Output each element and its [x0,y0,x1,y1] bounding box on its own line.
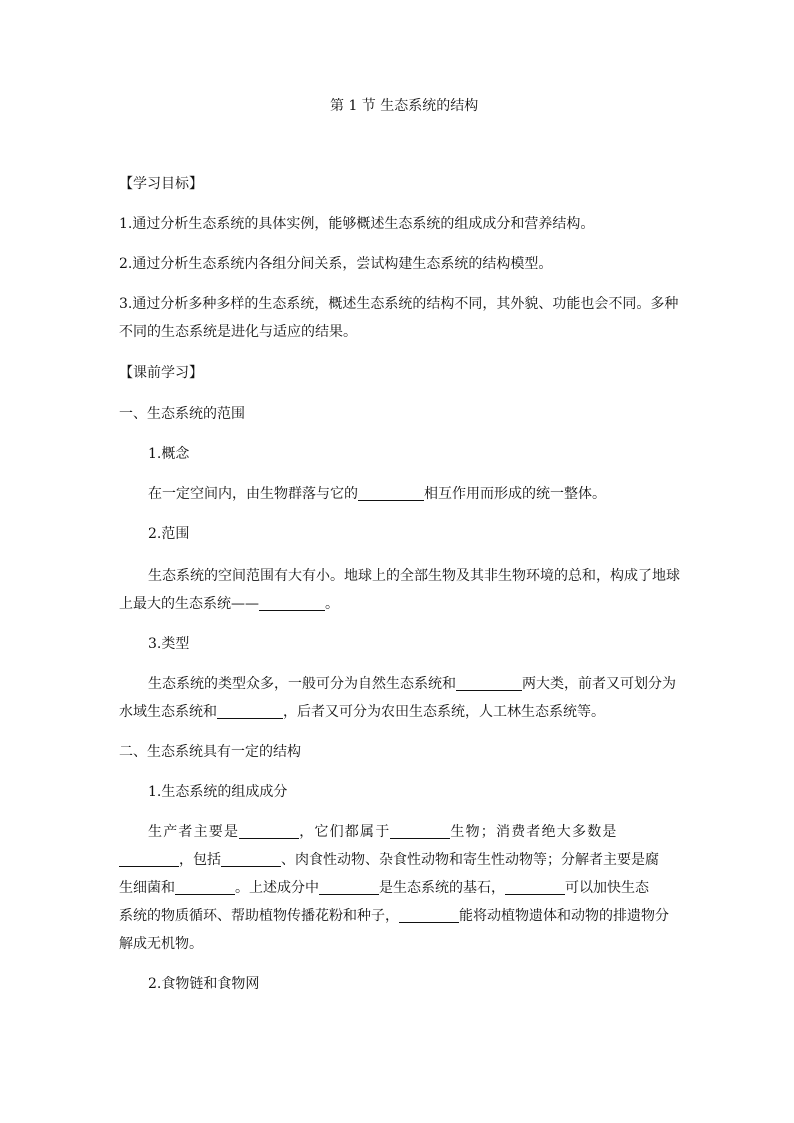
pre-heading: 【课前学习】 [119,365,203,381]
text: 生物；消费者绝大多数是 [450,824,618,840]
fill-blank[interactable] [390,824,450,839]
fill-blank[interactable] [358,486,424,501]
text: 是生态系统的基石， [379,880,505,896]
text: 上最大的生态系统—— [119,596,259,612]
fill-blank[interactable] [319,880,379,895]
fill-blank[interactable] [221,852,281,867]
concept-label: 1.概念 [148,446,190,462]
comp-label: 1.生态系统的组成成分 [148,784,288,800]
text: 水域生态系统和 [119,704,217,720]
text: 、肉食性动物、杂食性动物和寄生性动物等；分解者主要是腐 [281,852,659,868]
comp-line-2 [119,850,659,870]
types-label: 3.类型 [148,636,190,652]
text: ，它们都属于 [299,824,391,840]
comp-line-1 [148,822,618,842]
section-2-title: 二、生态系统具有一定的结构 [119,744,301,760]
comp-line-4 [119,906,669,926]
fill-blank[interactable] [399,908,459,923]
goal-item: 3.通过分析多种多样的生态系统，概述生态系统的结构不同，其外貌、功能也会不同。多种 [119,296,679,312]
text: 系统的物质循环、帮助植物传播花粉和种子， [119,908,399,924]
text: 。 [325,596,339,612]
text: 生细菌和 [119,880,175,896]
range-line-1: 生态系统的空间范围有大有小。地球上的全部生物及其非生物环境的总和，构成了地球 [148,568,680,584]
fill-blank[interactable] [217,704,283,719]
text: ，包括 [179,852,221,868]
text: 两大类，前者又可划分为 [522,676,676,692]
concept-line [148,484,606,504]
text: 在一定空间内，由生物群落与它的 [148,486,358,502]
fill-blank[interactable] [505,880,565,895]
range-line-2 [119,594,339,614]
range-label: 2.范围 [148,526,190,542]
text: ，后者又可分为农田生态系统，人工林生态系统等。 [283,704,605,720]
section-1-title: 一、生态系统的范围 [119,406,245,422]
fill-blank[interactable] [239,824,299,839]
comp-line-3 [119,878,649,898]
fill-blank[interactable] [259,596,325,611]
text: 生产者主要是 [148,824,240,840]
fill-blank[interactable] [456,676,522,691]
goal-item: 不同的生态系统是进化与适应的结果。 [119,324,357,340]
types-line-2 [119,702,605,722]
text: 。上述成分中 [235,880,319,896]
text: 可以加快生态 [565,880,649,896]
text: 生态系统的类型众多，一般可分为自然生态系统和 [148,676,456,692]
text: 能将动植物遗体和动物的排遗物分 [459,908,669,924]
comp-line-5: 解成无机物。 [119,936,203,952]
goal-item: 1.通过分析生态系统的具体实例，能够概述生态系统的组成成分和营养结构。 [119,216,595,232]
types-line-1 [148,674,676,694]
goal-item: 2.通过分析生态系统内各组分间关系，尝试构建生态系统的结构模型。 [119,256,553,272]
fill-blank[interactable] [175,880,235,895]
goals-heading: 【学习目标】 [119,176,203,192]
text: 相互作用而形成的统一整体。 [424,486,606,502]
fill-blank[interactable] [119,852,179,867]
page-title: 第 1 节 生态系统的结构 [330,98,479,114]
food-label: 2.食物链和食物网 [148,976,260,992]
